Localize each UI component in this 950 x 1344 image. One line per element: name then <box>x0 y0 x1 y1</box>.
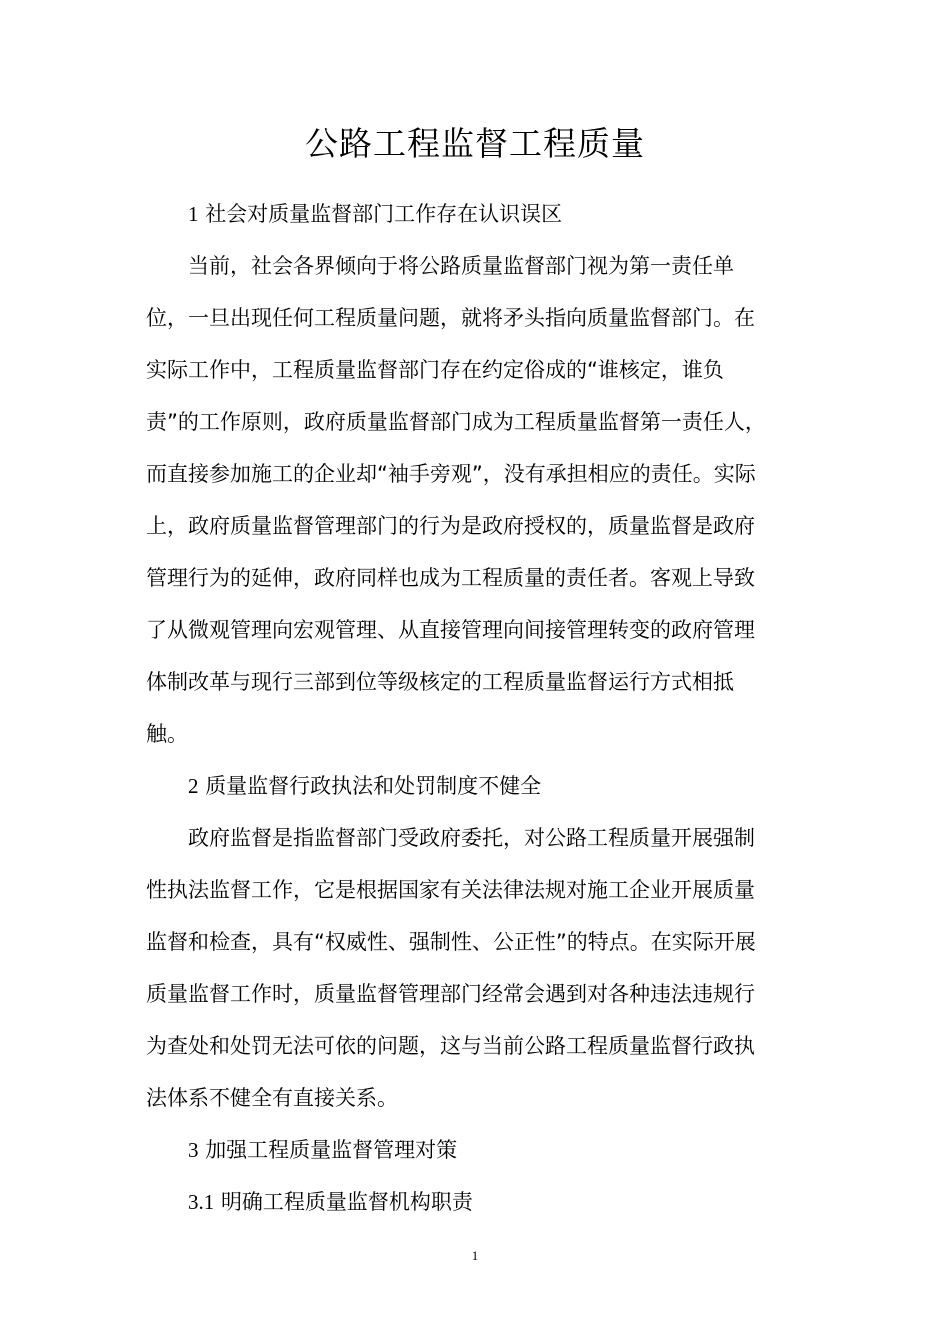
paragraph-line: 质量监督工作时，质量监督管理部门经常会遇到对各种违法违规行 <box>146 982 755 1006</box>
paragraph-line: 监督和检查，具有“权威性、强制性、公正性”的特点。在实际开展 <box>146 930 756 954</box>
paragraph-line: 位，一旦出现任何工程质量问题，就将矛头指向质量监督部门。在 <box>146 306 755 330</box>
section-number: 2 <box>188 774 199 798</box>
paragraph-line: 触。 <box>146 722 188 746</box>
section-heading-text: 加强工程质量监督管理对策 <box>205 1138 458 1162</box>
section-heading-text: 明确工程质量监督机构职责 <box>220 1190 473 1214</box>
paragraph-line: 责”的工作原则，政府质量监督部门成为工程质量监督第一责任人， <box>146 410 766 434</box>
paragraph-2 <box>146 812 798 1124</box>
section-heading-1 <box>146 188 798 240</box>
paragraph-line: 政府监督是指监督部门受政府委托，对公路工程质量开展强制 <box>188 826 755 850</box>
section-number: 3 <box>188 1138 199 1162</box>
paragraph-line: 了从微观管理向宏观管理、从直接管理向间接管理转变的政府管理 <box>146 618 755 642</box>
section-heading-3 <box>146 1124 798 1176</box>
document-title: 公路工程监督工程质量 <box>305 124 645 163</box>
section-number: 3.1 <box>188 1190 215 1214</box>
section-heading-2 <box>146 760 798 812</box>
paragraph-line: 实际工作中，工程质量监督部门存在约定俗成的“谁核定，谁负 <box>146 358 724 382</box>
paragraph-line: 为查处和处罚无法可依的问题，这与当前公路工程质量监督行政执 <box>146 1034 755 1058</box>
section-heading-text: 质量监督行政执法和处罚制度不健全 <box>205 774 542 798</box>
page-number: 1 <box>471 1248 479 1263</box>
subsection-heading-3-1 <box>146 1176 798 1228</box>
document-body <box>146 188 798 1228</box>
paragraph-line: 性执法监督工作，它是根据国家有关法律法规对施工企业开展质量 <box>146 878 755 902</box>
paragraph-line: 管理行为的延伸，政府同样也成为工程质量的责任者。客观上导致 <box>146 566 755 590</box>
paragraph-line: 上，政府质量监督管理部门的行为是政府授权的，质量监督是政府 <box>146 514 755 538</box>
paragraph-line: 法体系不健全有直接关系。 <box>146 1086 398 1110</box>
paragraph-line: 体制改革与现行三部到位等级核定的工程质量监督运行方式相抵 <box>146 670 734 694</box>
paragraph-1 <box>146 240 798 760</box>
paragraph-line: 当前，社会各界倾向于将公路质量监督部门视为第一责任单 <box>188 254 734 278</box>
section-heading-text: 社会对质量监督部门工作存在认识误区 <box>205 202 563 226</box>
section-number: 1 <box>188 202 199 226</box>
paragraph-line: 而直接参加施工的企业却“袖手旁观”，没有承担相应的责任。实际 <box>146 462 756 486</box>
